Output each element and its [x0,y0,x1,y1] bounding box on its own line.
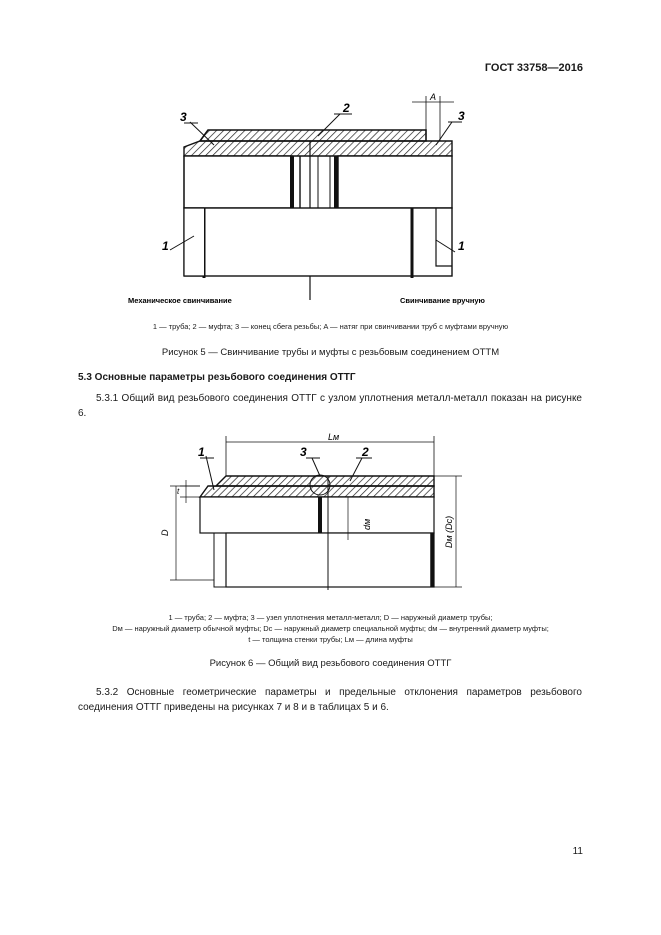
fig6-caption: Рисунок 6 — Общий вид резьбового соединения ОТТГ [209,658,452,669]
fig5-label-1-left: 1 [162,239,169,253]
fig6-label-Dm-Dc: Dм (Dс) [444,515,454,548]
paragraph-5-3-2: 5.3.2 Основные геометрические параметры и предельные отклонения параметров резьбового соединения ОТТГ приведены на рисунках 7 и 8 и в таблицах 5 и 6. [78,687,582,713]
fig5-manual-label: Свинчивание вручную [400,296,485,305]
fig6-legend-line1: 1 — труба; 2 — муфта; 3 — узел уплотнения металл-металл; D — наружный диаметр трубы; [168,613,493,622]
fig6-label-lm: Lм [328,432,340,442]
fig5-label-3-right: 3 [458,109,465,123]
section-heading: 5.3 Основные параметры резьбового соединения ОТТГ [78,372,356,383]
fig6-legend-line3: t — толщина стенки трубы; Lм — длина муфты [248,635,413,644]
fig6-label-D: D [160,529,170,536]
fig5-label-a: A [429,92,437,102]
fig5-label-1-right: 1 [458,239,465,253]
fig6-label-3: 3 [300,445,307,459]
fig5-caption: Рисунок 5 — Свинчивание трубы и муфты с резьбовым соединением ОТТМ [161,347,500,358]
fig6-label-2: 2 [362,445,369,459]
fig6-label-1: 1 [198,445,205,459]
fig5-label-3-left: 3 [180,110,187,124]
document-number: ГОСТ 33758—2016 [484,62,583,74]
fig5-label-2: 2 [343,101,350,115]
fig6-label-dm: dм [362,518,372,530]
fig6-label-t: t [177,487,180,496]
paragraph-5-3-1: 5.3.1 Общий вид резьбового соединения ОТТГ с узлом уплотнения металл-металл показан на рисунке 6. [78,393,582,419]
fig5-mechanical-label: Механическое свинчивание [128,296,232,305]
page-number: 11 [572,846,583,857]
fig5-legend: 1 — труба; 2 — муфта; 3 — конец сбега резьбы; A — натяг при свинчивании труб с муфтами вручную [152,322,509,331]
fig6-legend-line2: Dм — наружный диаметр обычной муфты; Dс — наружный диаметр специальной муфты; dм — внутренний диаметр муфты; [112,624,549,633]
